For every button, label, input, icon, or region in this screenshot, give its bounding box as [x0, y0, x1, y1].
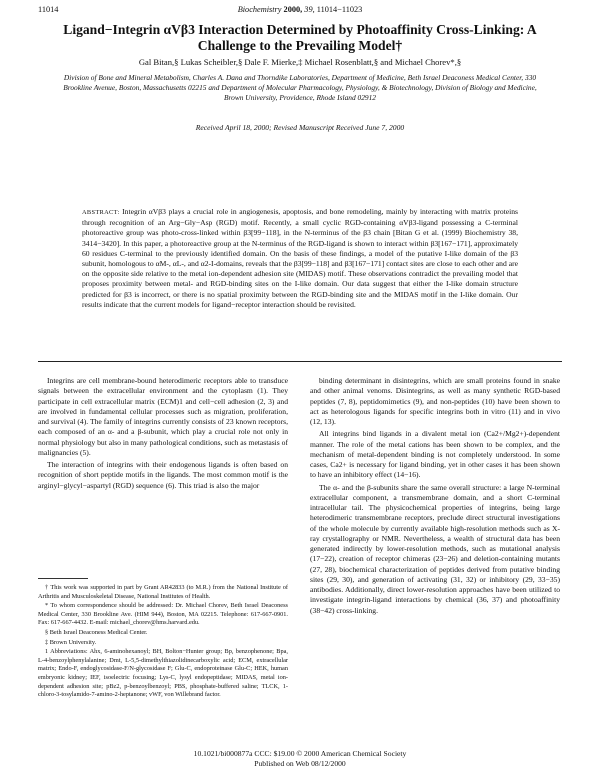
- body-paragraph: All integrins bind ligands in a divalent metal ion (Ca2+/Mg2+)-dependent manner. The role of the metal cations has been shown to be complex, and the mechanism of metal-dependent binding is not completely understood. In some cases, Ca2+ is necessary for ligand binding, yet in other cases it has been shown to have an inhibitory effect (14−16).: [310, 429, 560, 480]
- abstract-label: ABSTRACT:: [82, 209, 120, 216]
- received-dates: Received April 18, 2000; Revised Manuscript Received June 7, 2000: [195, 123, 405, 132]
- body-paragraph: The interaction of integrins with their endogenous ligands is often based on recognition of short peptide motifs in the ligands. The most common motif is the arginyl−glycyl−aspartyl (RGD) sequence (6). This triad is also the major: [38, 460, 288, 490]
- footnote-abbreviations: 1 Abbreviations: Ahx, 6-aminohexanoyl; BH, Bolton−Hunter group; Bp, benzophenone; Bpa, L-4-benzoylphenylalanine; Dmt, L-5,5-dimethylthiazolidinecarboxylic acid; ECM, extracellular matrix; Endo-F, endoglycosidase-F/N-glycosidase F; Glu-C, endoproteinase Glu-C; HEK, human embryonic kidney; IEF, isoelectric focusing; Lys-C, lysyl endopeptidase; MIDAS, metal ion-dependent adhesion site; pBz2, p-benzoylbenzoyl; PBS, phosphate-buffered saline; TLCK, 1-chloro-3-tosylamido-7-amino-2-heptanone; vWF, von Willebrand factor.: [38, 648, 288, 699]
- body-paragraph: Integrins are cell membrane-bound heterodimeric receptors able to transduce signals between the extracellular environment and the cytoplasm (1). They participate in cell extracellular matrix (ECM)1 and cell−cell adhesion (2, 3) and are involved in fundamental cellular processes such as migration, proliferation, and survival (4). The family of integrins currently consists of 23 known receptors, each composed of an α- and a β-subunit, which play a crucial role not only in normal physiology but also in many pathological conditions, such as metastasis of malignancies (5).: [38, 376, 288, 457]
- footnote-funding: † This work was supported in part by Grant AR42833 (to M.R.) from the National Institute of Arthritis and Musculoskeletal Disease, National Institutes of Health.: [38, 584, 288, 600]
- body-column-left: [38, 376, 288, 491]
- footnote-correspondence: * To whom correspondence should be addressed: Dr. Michael Chorev, Beth Israel Deaconess Medical Center, 330 Brookline Ave. (HIM 944), Boston, MA 02215. Telephone: 617-667-0901. Fax: 617-667-4432. E-mail: michael_chorev@hms.harvard.edu.: [38, 602, 288, 627]
- body-paragraph: binding determinant in disintegrins, which are small proteins found in snake and other animal venoms. Disintegrins, as well as many synthetic RGD-based peptides (7, 8), peptidomimetics (9), and non-peptides (10) have been shown to act as heterologous ligands for specific integrins both in vitro (11) and in vivo (12, 13).: [310, 376, 560, 426]
- author-list: Gal Bitan,§ Lukas Scheibler,§ Dale F. Mierke,‡ Michael Rosenblatt,§ and Michael Chorev*,§: [138, 57, 462, 67]
- publication-date: Published on Web 08/12/2000: [254, 758, 346, 768]
- affiliations: Division of Bone and Mineral Metabolism, Charles A. Dana and Thorndike Laboratories, Department of Medicine, Beth Israel Deaconess Medical Center, 330 Brookline Avenue, Boston, Massachusetts 02215 and Department of Molecular Pharmacology, Physiology, & Biotechnology, Division of Biology and Medicine, Brown University, Providence, Rhode Island 02912: [63, 73, 537, 103]
- journal-citation: [38, 5, 562, 14]
- running-header: [38, 5, 562, 17]
- journal-pages: 11014−11023: [316, 5, 363, 14]
- body-column-right: [310, 376, 560, 616]
- footnote-divider: [38, 578, 88, 579]
- journal-volume: 39,: [304, 5, 315, 14]
- footnotes: [38, 584, 288, 701]
- abstract: [82, 207, 518, 310]
- footnote-affiliation-bidmc: § Beth Israel Deaconess Medical Center.: [45, 628, 148, 636]
- page-number: 11014: [38, 5, 59, 14]
- abstract-text: Integrin αVβ3 plays a crucial role in angiogenesis, apoptosis, and bone remodeling, mainly by interacting with matrix proteins through recognition of an Arg−Gly−Asp (RGD) motif. Recently, a small cyclic RGD-containing αVβ3-ligand possessing a C-terminal photoreactive group was photo-cross-linked within β3[99−118], in the N-terminus of the β3 chain [Bitan G et al. (1999) Biochemistry 38, 3414−3420]. In this paper, a photoreactive group at the N-terminus of the RGD-ligand is shown to interact within β3[167−171], approximately 60 residues C-terminal to the previously identified domain. On the basis of these findings, a model of the putative I-like domain of the β3 subunit, homologous to αM-, αL-, and α2-I-domains, reveals that the β3[99−118] and β3[167−171] contact sites are close to each other and are on the opposite side relative to the metal ion-dependent adhesion site (MIDAS) motif. These observations contradict the prevailing model that proposes proximity between metal- and RGD-binding sites on the I-like domain. Our data suggest that either the I-like domain structure predicted for β3 is incorrect, or there is no spatial proximity between the RGD-binding site and the MIDAS motif in the I-like domain. Our results indicate that the current models for ligand−receptor interaction should be revisited.: [82, 207, 518, 309]
- body-paragraph: The α- and the β-subunits share the same overall structure: a large N-terminal extracellular component, a transmembrane domain, and a short C-terminal intracellular tail. The physicochemical properties of integrins, being large heterodimeric transmembrane receptors, preclude direct structural investigations of the whole molecule by currently available high-resolution methods such as X-ray crystallography or NMR. Nevertheless, a wealth of structural data has been generated indirectly by lower-resolution methods, such as mutational analysis (17−22), creation of receptor chimeras (23−26) and deletion-containing mutants (27, 28), biochemical characterization of peptides derived from putative binding sites (29, 30), and generation of activating (31, 32) or inhibitory (29, 33−35) antibodies. Additionally, direct lower-resolution approaches have been utilized to investigate integrin-ligand interactions by chemical (36, 37) and photoaffinity (38−42) cross-linking.: [310, 482, 560, 615]
- journal-name: Biochemistry: [237, 5, 282, 14]
- article-title: Ligand−Integrin αVβ3 Interaction Determined by Photoaffinity Cross-Linking: A Challenge to the Prevailing Model†: [63, 22, 537, 53]
- footnote-affiliation-brown: ‡ Brown University.: [45, 638, 97, 646]
- section-divider: [38, 361, 562, 362]
- journal-year: 2000,: [283, 5, 303, 14]
- page-footer: [38, 749, 562, 768]
- doi-copyright-line: 10.1021/bi000877a CCC: $19.00 © 2000 American Chemical Society: [193, 749, 407, 758]
